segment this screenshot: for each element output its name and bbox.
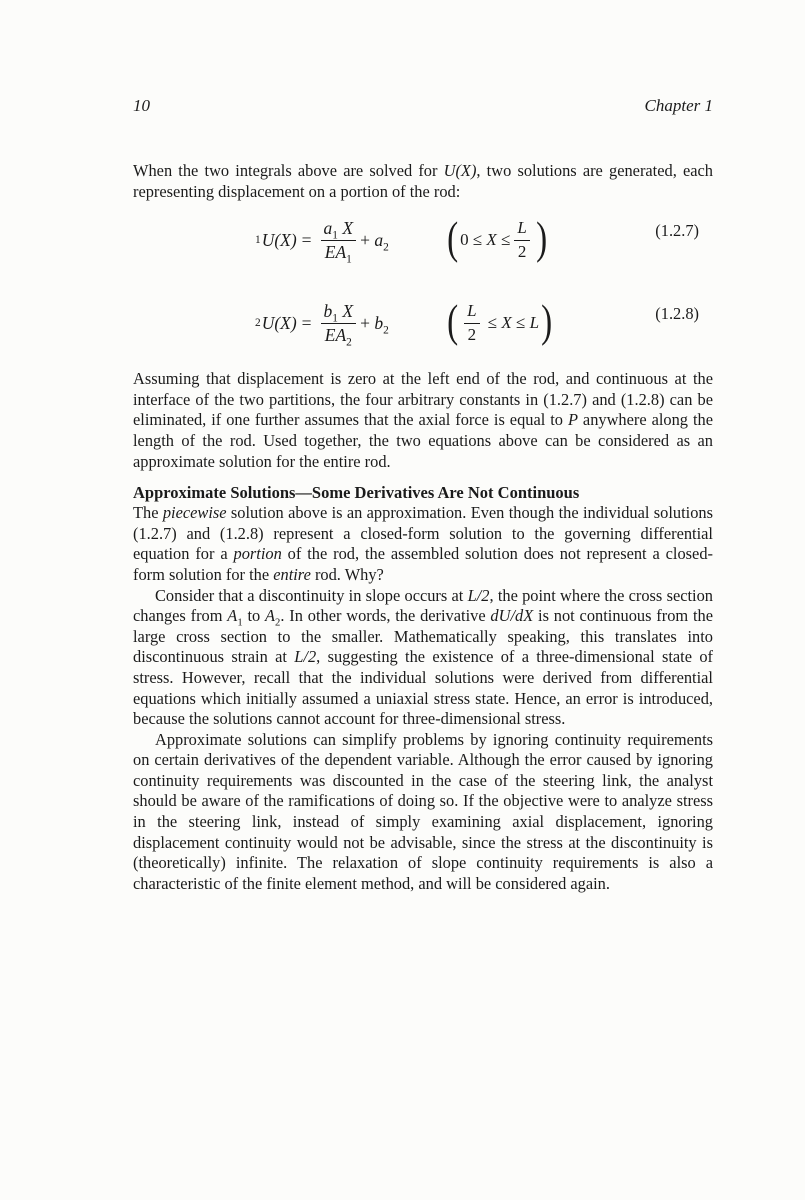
equation-2-lhs: U(X) [261,312,297,333]
open-paren: ( [446,295,458,347]
chapter-title: Chapter 1 [644,96,713,115]
section-paragraph-consider: Consider that a discontinuity in slope occurs at L/2, the point where the cross section changes from $A_1$ to $A_2$. In other words, the derivative dU/dX is not continuous from the large cross section to the smaller. Mathematically speaking, this translates into discontinuous strain at L/2, suggesting the existence of a three-dimensional state of stress. However, recall that the individual solutions were derived from differential equations which initially assumed a uniaxial stress state. Hence, an error is introduced, because the solutions cannot account for three-dimensional stress. [133,585,713,729]
equation-2 [133,295,713,349]
equation-2-numerator: $b_1$ X [321,301,357,324]
equation-1-label: (1.2.7) [655,221,699,241]
equation-2-expression: 2 U(X) = $\frac{b_1 X}{EA_2}$ + $b_2$ [255,300,389,349]
close-paren: ) [541,295,553,347]
intro-paragraph: When the two integrals above are solved for U(X), two solutions are generated, each representing displacement on a portion of the rod: [133,161,713,201]
equation-1-numerator: $a_1$ X [321,218,357,241]
open-paren: ( [446,212,458,264]
equation-2-condition-fraction [464,301,479,345]
equation-1-constant-term: + $a_2$ [360,229,389,254]
equation-2-constant-term: + $b_2$ [360,312,389,337]
section-paragraph-piecewise: The piecewise solution above is an approximation. Even though the individual solutions (1.2.7) and (1.2.8) represent a closed-form solution to the governing differential equation for a portion of the rod, the assembled solution does not represent a closed-form solution for the entire rod. Why? [133,503,713,584]
equation-1-fraction [321,217,357,266]
equation-1-condition-fraction [514,218,529,262]
equation-1-denominator: $EA_1$ [324,241,352,266]
equation-2-domain-condition [445,295,555,348]
equation-1-lhs: U(X) [261,229,297,250]
assuming-paragraph: Assuming that displacement is zero at the left end of the rod, and continuous at the interface of the two partitions, the four arbitrary constants in (1.2.7) and (1.2.8) can be eliminated, if one further assumes that the axial force is equal to P anywhere along the length of the rod. Used together, the two equations above can be considered as an approximate solution for the entire rod. [133,369,713,471]
equation-2-fraction [321,300,357,349]
equation-1-condition-left: 0 ≤ X ≤ [460,230,511,250]
section-heading: Approximate Solutions—Some Derivatives Are Not Continuous [133,483,580,503]
equals-sign: = [301,312,312,333]
equals-sign: = [301,229,312,250]
close-paren: ) [536,212,548,264]
condition-frac-numerator: L [464,301,479,323]
equation-2-denominator: $EA_2$ [324,324,352,349]
equation-1 [133,212,713,266]
equation-2-label: (1.2.8) [655,304,699,324]
condition-frac-denominator: 2 [517,241,527,261]
condition-frac-denominator: 2 [467,324,477,344]
page-header [133,96,713,116]
page-number: 10 [133,96,150,115]
condition-frac-numerator: L [514,218,529,240]
equation-1-expression: 1 U(X) = $\frac{a_1 X}{EA_1}$ + $a_2$ [255,217,389,266]
section-paragraph-approximate: Approximate solutions can simplify problems by ignoring continuity requirements on certain derivatives of the dependent variable. Although the error caused by ignoring continuity requirements was discounted in the case of the steering link, the analyst should be aware of the ramifications of doing so. If the objective were to analyze stress in the steering link, instead of simply examining axial displacement, ignoring displacement continuity would not be advisable, since the stress at the discontinuity is (theoretically) infinite. The relaxation of slope continuity requirements is also a characteristic of the finite element method, and will be considered again. [133,729,713,893]
equation-1-domain-condition [445,212,549,265]
page-content [133,96,713,894]
equation-2-condition-right: ≤ X ≤ L [483,313,540,333]
